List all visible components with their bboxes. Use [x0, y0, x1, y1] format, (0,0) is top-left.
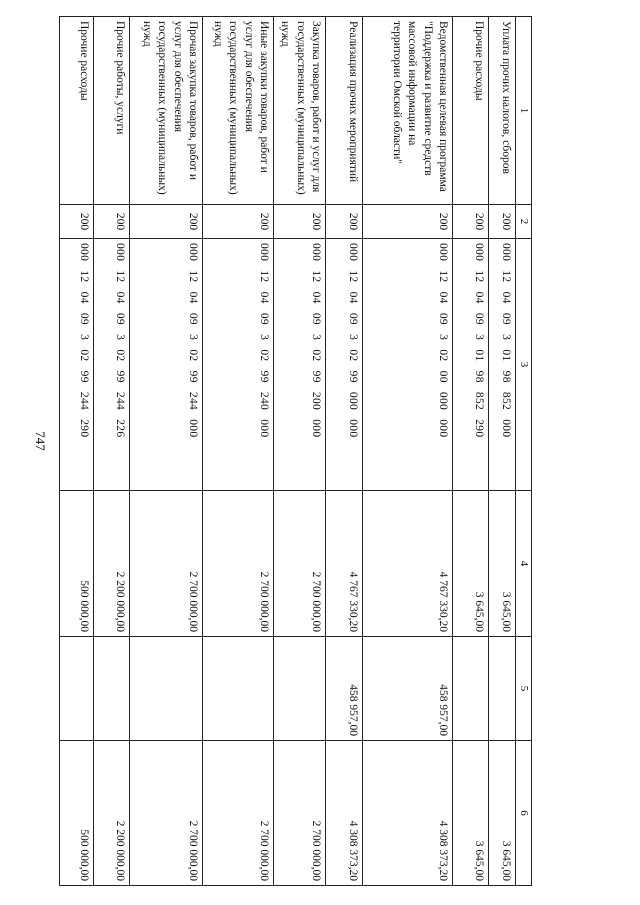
row-col4: 4 767 330,20 [326, 491, 363, 637]
row-col5: 458 957,00 [363, 637, 453, 741]
row-kbk: 000 12 04 09 3 01 98 852 000 [489, 239, 516, 491]
table-row [326, 17, 363, 886]
row-col6: 3 645,00 [489, 741, 516, 886]
table-row [274, 17, 326, 886]
row-col5 [203, 637, 274, 741]
row-name: Прочие работы, услуги [94, 17, 130, 205]
row-col4: 2 700 000,00 [203, 491, 274, 637]
row-name: Ведомственная целевая программа "Поддержка и развитие средств массовой информации на территории Омской области" [363, 17, 453, 205]
header-col-2: 2 [516, 205, 532, 239]
row-col4: 2 700 000,00 [130, 491, 203, 637]
row-col6: 2 700 000,00 [130, 741, 203, 886]
row-kbk: 000 12 04 09 3 02 99 200 000 [274, 239, 326, 491]
table-row [60, 17, 94, 886]
budget-table [59, 16, 532, 886]
row-kbk: 000 12 04 09 3 02 99 000 000 [326, 239, 363, 491]
row-code: 200 [274, 205, 326, 239]
row-name: Прочие расходы [453, 17, 489, 205]
table-row [130, 17, 203, 886]
row-name: Прочая закупка товаров, работ и услуг для обеспечения государственных (муниципальных) нужд [130, 17, 203, 205]
header-row [516, 17, 532, 886]
row-code: 200 [203, 205, 274, 239]
header-col-5: 5 [516, 637, 532, 741]
row-col4: 2 700 000,00 [274, 491, 326, 637]
table-row [203, 17, 274, 886]
table-row [453, 17, 489, 886]
row-col5 [274, 637, 326, 741]
row-kbk: 000 12 04 09 3 02 99 244 290 [60, 239, 94, 491]
row-code: 200 [60, 205, 94, 239]
header-col-4: 4 [516, 491, 532, 637]
row-col5 [453, 637, 489, 741]
row-col4: 3 645,00 [489, 491, 516, 637]
rotated-table-container [74, 16, 532, 885]
row-col4: 4 767 330,20 [363, 491, 453, 637]
row-code: 200 [453, 205, 489, 239]
row-col4: 500 000,00 [60, 491, 94, 637]
row-name: Иные закупки товаров, работ и услуг для обеспечения государственных (муниципальных) нужд [203, 17, 274, 205]
row-name: Закупка товаров, работ и услуг для государственных (муниципальных) нужд [274, 17, 326, 205]
row-col6: 2 700 000,00 [203, 741, 274, 886]
row-col4: 2 200 000,00 [94, 491, 130, 637]
row-col6: 3 645,00 [453, 741, 489, 886]
header-col-3: 3 [516, 239, 532, 491]
row-col6: 4 308 373,20 [363, 741, 453, 886]
row-name: Реализация прочих мероприятий [326, 17, 363, 205]
header-col-6: 6 [516, 741, 532, 886]
row-col5 [60, 637, 94, 741]
table-row [489, 17, 516, 886]
row-code: 200 [326, 205, 363, 239]
page-number: 747 [33, 431, 48, 451]
header-col-1: 1 [516, 17, 532, 205]
row-kbk: 000 12 04 09 3 02 99 240 000 [203, 239, 274, 491]
row-col6: 2 700 000,00 [274, 741, 326, 886]
row-col6: 2 200 000,00 [94, 741, 130, 886]
row-code: 200 [130, 205, 203, 239]
row-kbk: 000 12 04 09 3 02 00 000 000 [363, 239, 453, 491]
row-kbk: 000 12 04 09 3 02 99 244 226 [94, 239, 130, 491]
row-col6: 4 308 373,20 [326, 741, 363, 886]
row-name: Уплата прочих налогов, сборов [489, 17, 516, 205]
table-row [94, 17, 130, 886]
row-col4: 3 645,00 [453, 491, 489, 637]
row-col5: 458 957,00 [326, 637, 363, 741]
table-row [363, 17, 453, 886]
row-code: 200 [363, 205, 453, 239]
row-col6: 500 000,00 [60, 741, 94, 886]
row-kbk: 000 12 04 09 3 01 98 852 290 [453, 239, 489, 491]
row-code: 200 [94, 205, 130, 239]
row-col5 [130, 637, 203, 741]
row-name: Прочие расходы [60, 17, 94, 205]
row-kbk: 000 12 04 09 3 02 99 244 000 [130, 239, 203, 491]
row-col5 [489, 637, 516, 741]
row-col5 [94, 637, 130, 741]
row-code: 200 [489, 205, 516, 239]
